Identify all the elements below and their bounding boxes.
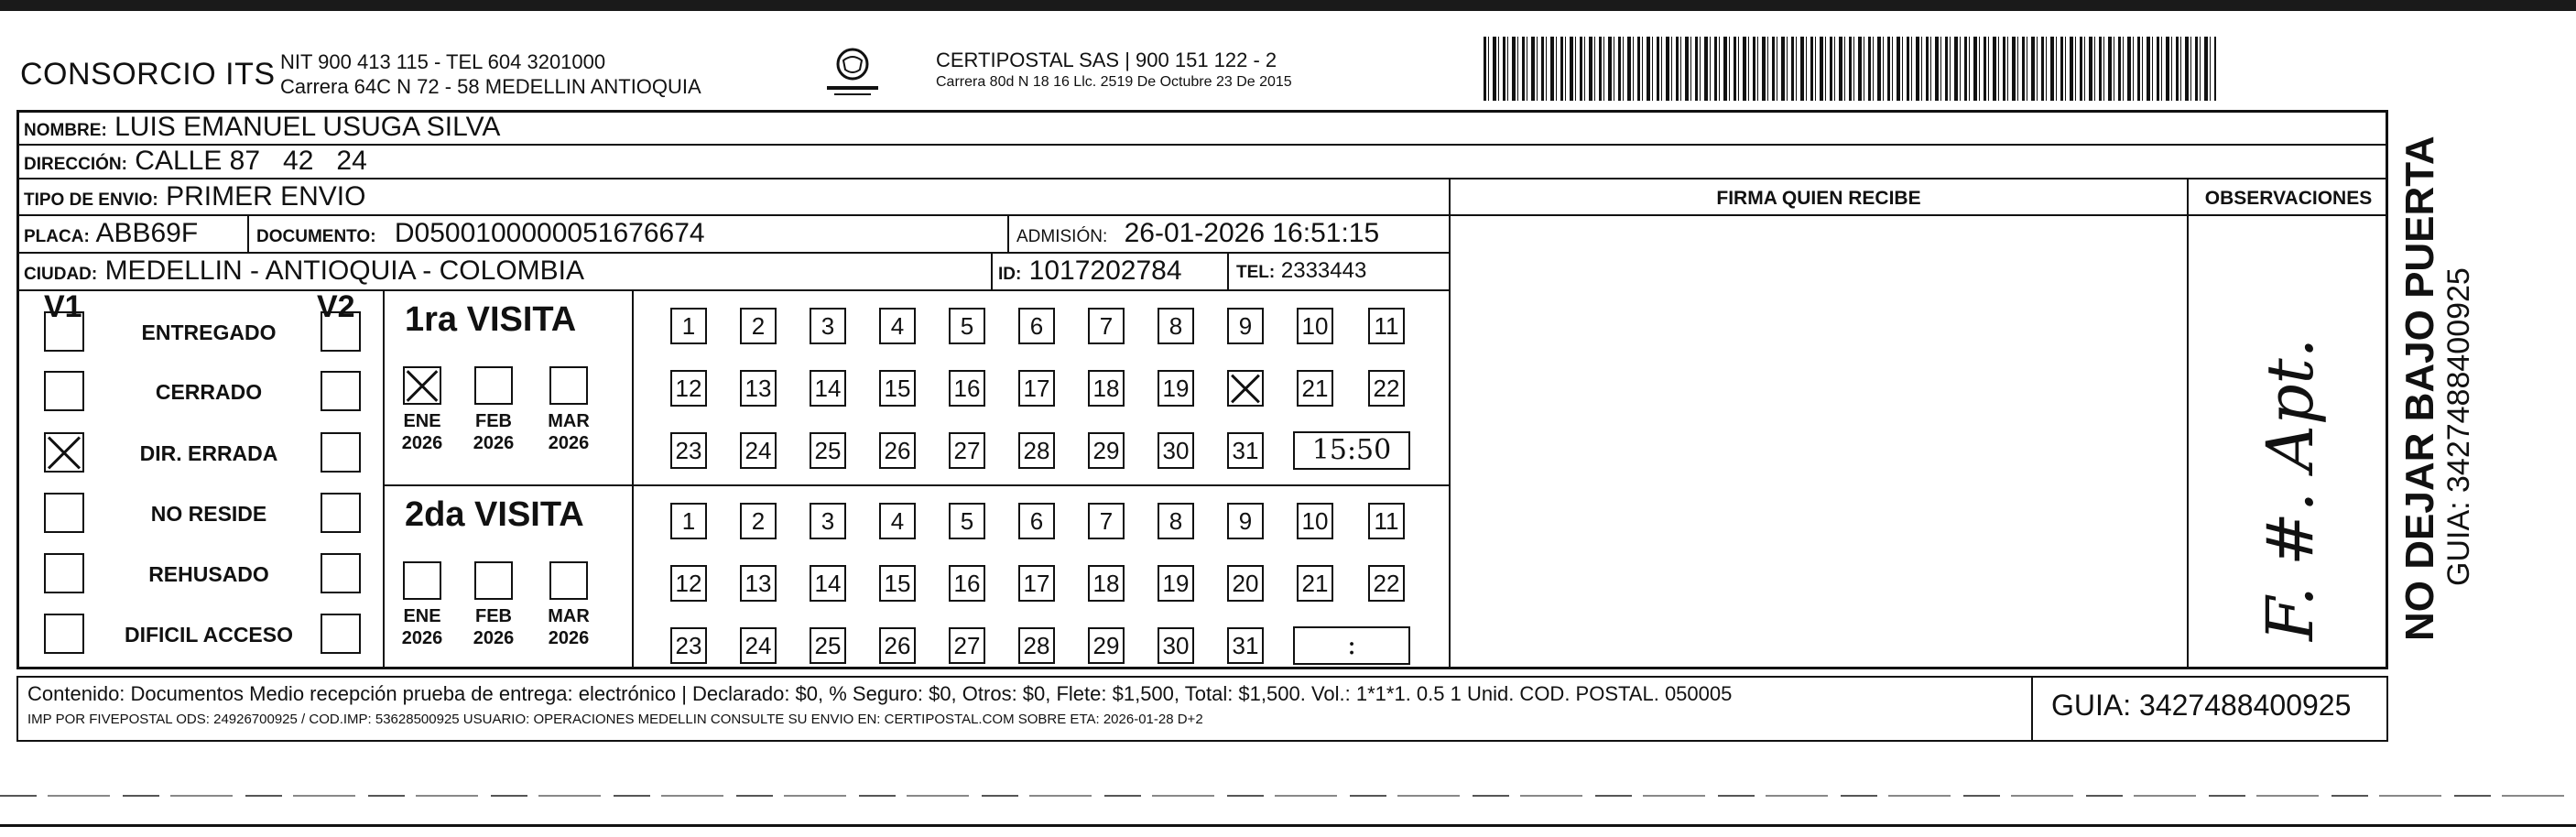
brand-nit-line: NIT 900 413 115 - TEL 604 3201000 [280,50,606,73]
visit-divider [383,484,1449,486]
day-box[interactable]: 28 [1018,627,1055,664]
certipostal-logo-icon [820,44,886,103]
day-box[interactable] [1227,370,1264,407]
footer-guia: GUIA: 3427488400925 [2051,689,2352,722]
v2-checkbox[interactable] [321,311,361,352]
status-divider [383,289,385,669]
side-warning: NO DEJAR BAJO PUERTA [2397,136,2442,641]
day-box[interactable]: 11 [1368,503,1405,539]
day-box[interactable]: 26 [879,432,916,469]
placa-label: PLACA: [24,227,90,246]
day-box[interactable]: 31 [1227,627,1264,664]
month-year: 2026 [473,433,515,453]
status-label: CERRADO [155,380,263,404]
cut-line [0,795,2576,797]
nombre-label: NOMBRE: [24,121,107,140]
status-label: ENTREGADO [141,321,277,344]
carrier-address-line: Carrera 80d N 18 16 Llc. 2519 De Octubre 23 De 2015 [936,74,1292,90]
day-box[interactable]: 19 [1158,370,1194,407]
month-checkbox[interactable] [549,561,588,600]
tel-value: 2333443 [1280,258,1367,283]
day-box[interactable]: 21 [1297,370,1333,407]
barcode [1484,37,2216,101]
day-box[interactable]: 2 [740,308,777,344]
month-name: FEB [475,411,512,431]
day-box[interactable]: 13 [740,565,777,602]
day-box[interactable]: 7 [1088,503,1125,539]
day-box[interactable]: 8 [1158,308,1194,344]
documento-value: D0500100000051676674 [394,218,705,248]
day-box[interactable]: 29 [1088,432,1125,469]
v1-checkbox[interactable] [44,432,84,473]
day-box[interactable]: 2 [740,503,777,539]
month-year: 2026 [401,433,443,453]
nombre-value: LUIS EMANUEL USUGA SILVA [114,112,501,142]
v1-checkbox[interactable] [44,553,84,593]
month-name: MAR [548,606,590,626]
month-label [390,410,454,454]
day-box[interactable]: 16 [949,565,985,602]
day-box[interactable]: 14 [810,370,846,407]
month-year: 2026 [548,628,590,648]
day-box[interactable]: 9 [1227,308,1264,344]
field-tipo-envio [24,181,365,216]
month-checkbox[interactable] [549,366,588,405]
visit-title: 1ra VISITA [405,300,577,339]
v1-checkbox[interactable] [44,614,84,654]
day-box[interactable]: 20 [1227,565,1264,602]
status-label: DIR. ERRADA [139,441,278,465]
top-border [0,0,2576,11]
day-box[interactable]: 25 [810,432,846,469]
day-box[interactable]: 1 [670,308,707,344]
day-box[interactable]: 27 [949,432,985,469]
month-label [537,410,601,454]
day-box[interactable]: 9 [1227,503,1264,539]
status-label: NO RESIDE [150,502,267,526]
day-box[interactable]: 5 [949,308,985,344]
day-box[interactable]: 17 [1018,565,1055,602]
day-box[interactable]: 25 [810,627,846,664]
status-label: REHUSADO [148,562,269,586]
month-checkbox[interactable] [474,561,513,600]
month-year: 2026 [473,628,515,648]
id-value: 1017202784 [1028,255,1182,286]
month-year: 2026 [548,433,590,453]
day-box[interactable]: 29 [1088,627,1125,664]
tipo-label: TIPO DE ENVIO: [24,190,158,210]
footer-content-line: Contenido: Documentos Medio recepción prueba de entrega: electrónico | Declarado: $0, % Seguro: $0, Otros: $0, Flete: $1,500, Total: $1,500. Vol.: 1*1*1. 0.5 1 Unid. COD. POSTAL. 050005 [27,682,1733,705]
day-box[interactable]: 16 [949,370,985,407]
admision-divider [1007,214,1009,252]
day-box[interactable]: 10 [1297,503,1333,539]
bottom-edge [0,824,2576,827]
day-box[interactable]: 17 [1018,370,1055,407]
v2-checkbox[interactable] [321,553,361,593]
day-box[interactable]: 1 [670,503,707,539]
signature-area[interactable] [1456,220,2179,659]
admision-label: ADMISIÓN: [1016,227,1108,246]
day-box[interactable]: 18 [1088,565,1125,602]
firma-header: FIRMA QUIEN RECIBE [1716,188,1921,209]
field-documento [256,218,705,253]
day-box[interactable]: 6 [1018,308,1055,344]
day-box[interactable]: 13 [740,370,777,407]
day-box[interactable]: 15 [879,565,916,602]
day-box[interactable]: 8 [1158,503,1194,539]
brand-name: CONSORCIO ITS [20,57,276,92]
observaciones-header: OBSERVACIONES [2204,188,2373,209]
day-box[interactable]: 4 [879,503,916,539]
day-box[interactable]: 10 [1297,308,1333,344]
field-nombre [24,112,500,147]
day-box[interactable]: 4 [879,308,916,344]
field-direccion [24,146,367,180]
day-box[interactable]: 24 [740,627,777,664]
month-name: ENE [403,411,441,431]
handwritten-observation: F. #. Apt. [2253,337,2328,641]
documento-label: DOCUMENTO: [256,227,376,246]
id-label: ID: [998,265,1022,284]
month-checkbox[interactable] [403,366,441,405]
row-line [16,214,2388,216]
day-box[interactable]: 15 [879,370,916,407]
day-box[interactable]: 31 [1227,432,1264,469]
month-label [462,605,526,649]
day-box[interactable]: 19 [1158,565,1194,602]
month-name: FEB [475,606,512,626]
month-label [462,410,526,454]
day-box[interactable]: 26 [879,627,916,664]
v2-checkbox[interactable] [321,493,361,533]
tel-label: TEL: [1236,263,1276,282]
direccion-label: DIRECCIÓN: [24,155,127,174]
day-box[interactable]: 21 [1297,565,1333,602]
v2-header: V2 [317,289,355,324]
v2-checkbox[interactable] [321,432,361,473]
month-label [537,605,601,649]
month-checkbox[interactable] [474,366,513,405]
day-box[interactable]: 14 [810,565,846,602]
brand-address-line: Carrera 64C N 72 - 58 MEDELLIN ANTIOQUIA [280,75,701,98]
field-ciudad [24,255,584,290]
v1-checkbox[interactable] [44,371,84,411]
firma-divider [1449,178,1451,669]
field-tel [1236,255,1366,288]
status-label: DIFICIL ACCESO [124,623,293,647]
day-box[interactable]: 12 [670,370,707,407]
visit-time[interactable]: : [1293,626,1410,665]
day-box[interactable]: 28 [1018,432,1055,469]
day-box[interactable]: 22 [1368,370,1405,407]
visit-title: 2da VISITA [405,495,584,534]
footer-imp-line: IMP POR FIVEPOSTAL ODS: 24926700925 / COD.IMP: 53628500925 USUARIO: OPERACIONES MEDELLIN CONSULTE SU ENVIO EN: CERTIPOSTAL.COM SOBRE ETA: 2026-01-28 D+2 [27,712,1203,727]
months-divider [632,289,634,669]
day-box[interactable]: 3 [810,308,846,344]
tipo-value: PRIMER ENVIO [166,181,366,212]
v2-checkbox[interactable] [321,614,361,654]
day-box[interactable]: 22 [1368,565,1405,602]
field-admision [1016,218,1379,253]
field-id [998,255,1182,290]
month-label [390,605,454,649]
ciudad-label: CIUDAD: [24,265,98,284]
id-divider [991,252,993,289]
carrier-info [936,48,1292,92]
day-box[interactable]: 18 [1088,370,1125,407]
admision-value: 26-01-2026 16:51:15 [1124,218,1380,248]
day-box[interactable]: 5 [949,503,985,539]
day-box[interactable]: 12 [670,565,707,602]
day-box[interactable]: 6 [1018,503,1055,539]
placa-divider [247,214,249,252]
row-line [16,178,2388,179]
placa-value: ABB69F [95,218,199,248]
tel-divider [1227,252,1229,289]
ciudad-value: MEDELLIN - ANTIOQUIA - COLOMBIA [104,255,584,286]
day-box[interactable]: 3 [810,503,846,539]
observaciones-divider [2187,178,2189,669]
carrier-nit-line: CERTIPOSTAL SAS | 900 151 122 - 2 [936,49,1277,71]
v2-checkbox[interactable] [321,371,361,411]
day-box[interactable]: 23 [670,627,707,664]
day-box[interactable]: 24 [740,432,777,469]
day-box[interactable]: 11 [1368,308,1405,344]
day-box[interactable]: 7 [1088,308,1125,344]
day-box[interactable]: 30 [1158,432,1194,469]
v1-header: V1 [44,289,82,324]
month-name: ENE [403,606,441,626]
v1-checkbox[interactable] [44,311,84,352]
month-year: 2026 [401,628,443,648]
month-name: MAR [548,411,590,431]
direccion-value: CALLE 87 42 24 [135,146,367,176]
visit-time[interactable]: 15:50 [1293,431,1410,470]
field-placa [24,218,198,253]
month-checkbox[interactable] [403,561,441,600]
footer-frame [16,676,2388,742]
v1-checkbox[interactable] [44,493,84,533]
day-box[interactable]: 27 [949,627,985,664]
day-box[interactable]: 23 [670,432,707,469]
side-guia: GUIA: 3427488400925 [2441,267,2476,586]
brand-info [280,49,701,99]
day-box[interactable]: 30 [1158,627,1194,664]
